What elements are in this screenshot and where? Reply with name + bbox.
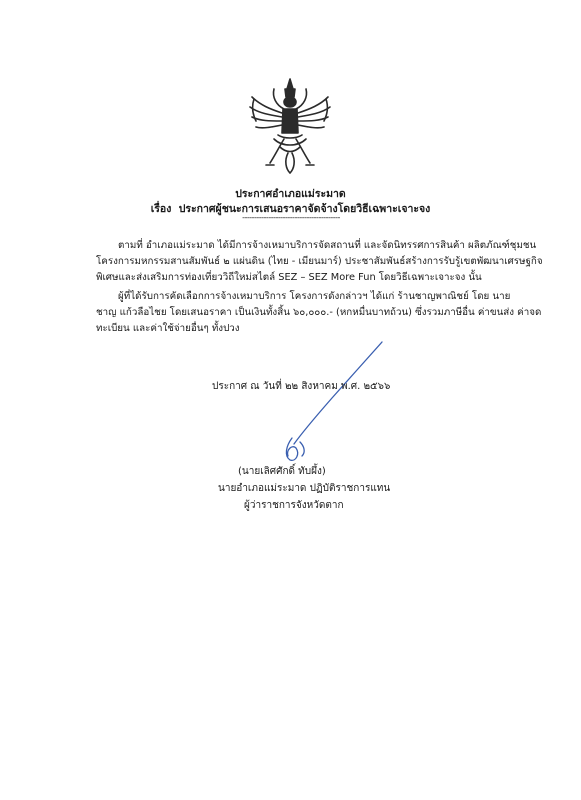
signer-position: นายอำเภอแม่ระมาด ปฏิบัติราชการแทน (218, 483, 391, 494)
body-line: ผู้ที่ได้รับการคัดเลือกการจ้างเหมาบริการ โครงการดังกล่าวฯ ได้แก่ ร้านชาญพาณิชย์ โดย นาย (118, 291, 511, 302)
subject-text: ประกาศผู้ชนะการเสนอราคาจัดจ้างโดยวิธีเฉพาะเจาะจง (178, 203, 431, 215)
subject-label: เรื่อง (150, 203, 172, 215)
signer-position-governor: ผู้ว่าราชการจังหวัดตาก (244, 500, 344, 511)
body-line: พิเศษและส่งเสริมการท่องเที่ยววิถีใหม่สไตล์ SEZ – SEZ More Fun โดยวิธีเฉพาะเจาะจง นั้น (96, 272, 482, 283)
handwritten-signature-icon (270, 338, 390, 468)
header-divider: ----------------------------------------- (242, 213, 340, 222)
body-line: ตามที่ อำเภอแม่ระมาด ได้มีการจ้างเหมาบริการจัดสถานที่ และจัดนิทรรศการสินค้า ผลิตภัณฑ์ชุมชน (118, 240, 537, 251)
body-line: ชาญ แก้วลือไชย โดยเสนอราคา เป็นเงินทั้งสิ้น ๖๐,๐๐๐.- (หกหมื่นบาทถ้วน) ซึ่งรวมภาษีอื่น ค่าขนส่ง ค่าจด (96, 307, 542, 318)
body-line: โครงการมหกรรมสานสัมพันธ์ ๒ แผ่นดิน (ไทย - เมียนมาร์) ประชาสัมพันธ์สร้างการรับรู้เขตพัฒนาเศรษฐกิจ (96, 256, 543, 267)
body-line: ทะเบียน และค่าใช้จ่ายอื่นๆ ทั้งปวง (96, 323, 240, 334)
announcement-date: ประกาศ ณ วันที่ ๒๒ สิงหาคม พ.ศ. ๒๕๖๖ (212, 381, 391, 392)
announcement-title: ประกาศอำเภอแม่ระมาด (235, 188, 346, 200)
signer-name: (นายเลิศศักดิ์ ทับผึ้ง) (238, 466, 326, 477)
garuda-emblem-icon (248, 75, 332, 175)
